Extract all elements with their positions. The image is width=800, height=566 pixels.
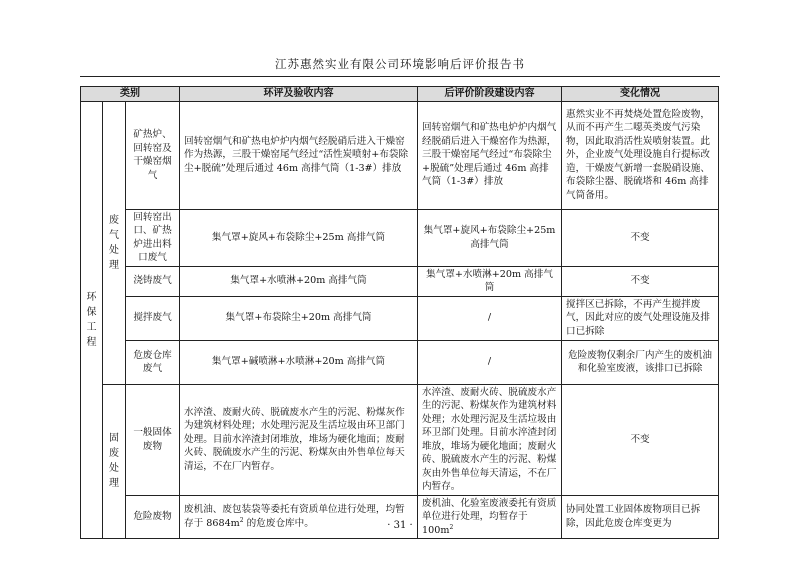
table-row <box>81 495 719 539</box>
solid-category-label: 固废处理 <box>109 433 119 490</box>
table-row <box>81 266 719 296</box>
env-category-cell <box>81 101 103 539</box>
row-change: 不变 <box>562 384 719 495</box>
row-eia: 集气罩+旋风+布袋除尘+25m 高排气筒 <box>180 209 418 266</box>
gas-category-cell <box>103 101 126 384</box>
row-change: 危险废物仅剩余厂内产生的废机油和化验室废液，该排口已拆除 <box>562 340 719 384</box>
header-eia: 环评及验收内容 <box>180 87 418 102</box>
row-eia-superscript: 2 <box>239 516 244 524</box>
header-post: 后评价阶段建设内容 <box>418 87 562 102</box>
document-header: 江苏惠然实业有限公司环境影响后评价报告书 <box>80 52 720 77</box>
row-change: 搅拌区已拆除，不再产生搅拌废气，因此对应的废气处理设施及排口已拆除 <box>562 296 719 340</box>
env-category-label: 环保工程 <box>86 291 97 348</box>
row-post: 水淬渣、废耐火砖、脱硫废水产生的污泥、粉煤灰作为建筑材料处理；水处理污泥及生活垃圾由环卫部门处理。目前水淬渣封闭堆放，堆场为硬化地面；废耐火砖、脱硫废水产生的污泥、粉煤灰由外售单位每天清运，不在厂内暂存。 <box>418 384 562 495</box>
table-row <box>81 384 719 495</box>
row-post: / <box>418 296 562 340</box>
row-change: 协同处置工业固体废物项目已拆除，因此危废仓库变更为 <box>562 495 719 539</box>
row-name: 危废仓库废气 <box>126 340 180 384</box>
page-number: · 31 · <box>387 520 413 531</box>
row-eia: 集气罩+水喷淋+20m 高排气筒 <box>180 266 418 296</box>
row-eia: 集气罩+碱喷淋+水喷淋+20m 高排气筒 <box>180 340 418 384</box>
gas-category-label: 废气处理 <box>109 214 119 271</box>
row-eia <box>180 495 418 539</box>
row-change: 不变 <box>562 266 719 296</box>
row-name: 搅拌废气 <box>126 296 180 340</box>
table-row <box>81 296 719 340</box>
eia-comparison-table <box>80 86 719 539</box>
row-eia-text-a: 废机油、废包装袋等委托有资质单位进行处理，均暂存于 8684m <box>184 504 405 529</box>
row-eia: 水淬渣、废耐火砖、脱硫废水产生的污泥、粉煤灰作为建筑材料处理；水处理污泥及生活垃圾由环卫部门处理。目前水淬渣封闭堆放，堆场为硬化地面；废耐火砖、脱硫废水产生的污泥、粉煤灰由外售单位每天清运，不在厂内暂存。 <box>180 384 418 495</box>
table-row <box>81 340 719 384</box>
row-name: 危险废物 <box>126 495 180 539</box>
row-change: 不变 <box>562 209 719 266</box>
row-name: 浇铸废气 <box>126 266 180 296</box>
row-change: 惠然实业不再焚烧处置危险废物，从而不再产生二噁英类废气污染物，因此取消活性炭喷射装置。此外，企业废气处理设施自行提标改造，干燥废气新增一套脱硝设施、布袋除尘器、脱硫塔和 46m 高排气筒备用。 <box>562 101 719 209</box>
row-post <box>418 495 562 539</box>
row-post: 集气罩+水喷淋+20m 高排气筒 <box>418 266 562 296</box>
row-eia: 回转窑烟气和矿热电炉炉内烟气经脱硝后进入干燥窑作为热源，三股干燥窑尾气经过“活性炭喷射+布袋除尘+脱硫”处理后通过 46m 高排气筒（1-3#）排放 <box>180 101 418 209</box>
row-post: 回转窑烟气和矿热电炉炉内烟气经脱硝后进入干燥窑作为热源，三股干燥窑尾气经过“布袋除尘+脱硫”处理后通过 46m 高排气筒（1-3#）排放 <box>418 101 562 209</box>
header-change: 变化情况 <box>562 87 719 102</box>
table-row <box>81 101 719 209</box>
header-category: 类别 <box>81 87 180 102</box>
table-header-row <box>81 87 719 102</box>
row-post-superscript: 2 <box>449 523 454 531</box>
solid-category-cell <box>103 384 126 539</box>
row-post: 集气罩+旋风+布袋除尘+25m 高排气筒 <box>418 209 562 266</box>
row-name: 回转窑出口、矿热炉进出料口废气 <box>126 209 180 266</box>
row-eia-text-b: 的危废仓库中。 <box>243 517 314 529</box>
table-row <box>81 209 719 266</box>
row-post-text-a: 废机油、化验室废液委托有资质单位进行处理，均暂存于 100m <box>422 497 557 536</box>
row-post: / <box>418 340 562 384</box>
row-name: 矿热炉、回转窑及干燥窑烟气 <box>126 101 180 209</box>
row-name: 一般固体废物 <box>126 384 180 495</box>
row-eia: 集气罩+布袋除尘+20m 高排气筒 <box>180 296 418 340</box>
